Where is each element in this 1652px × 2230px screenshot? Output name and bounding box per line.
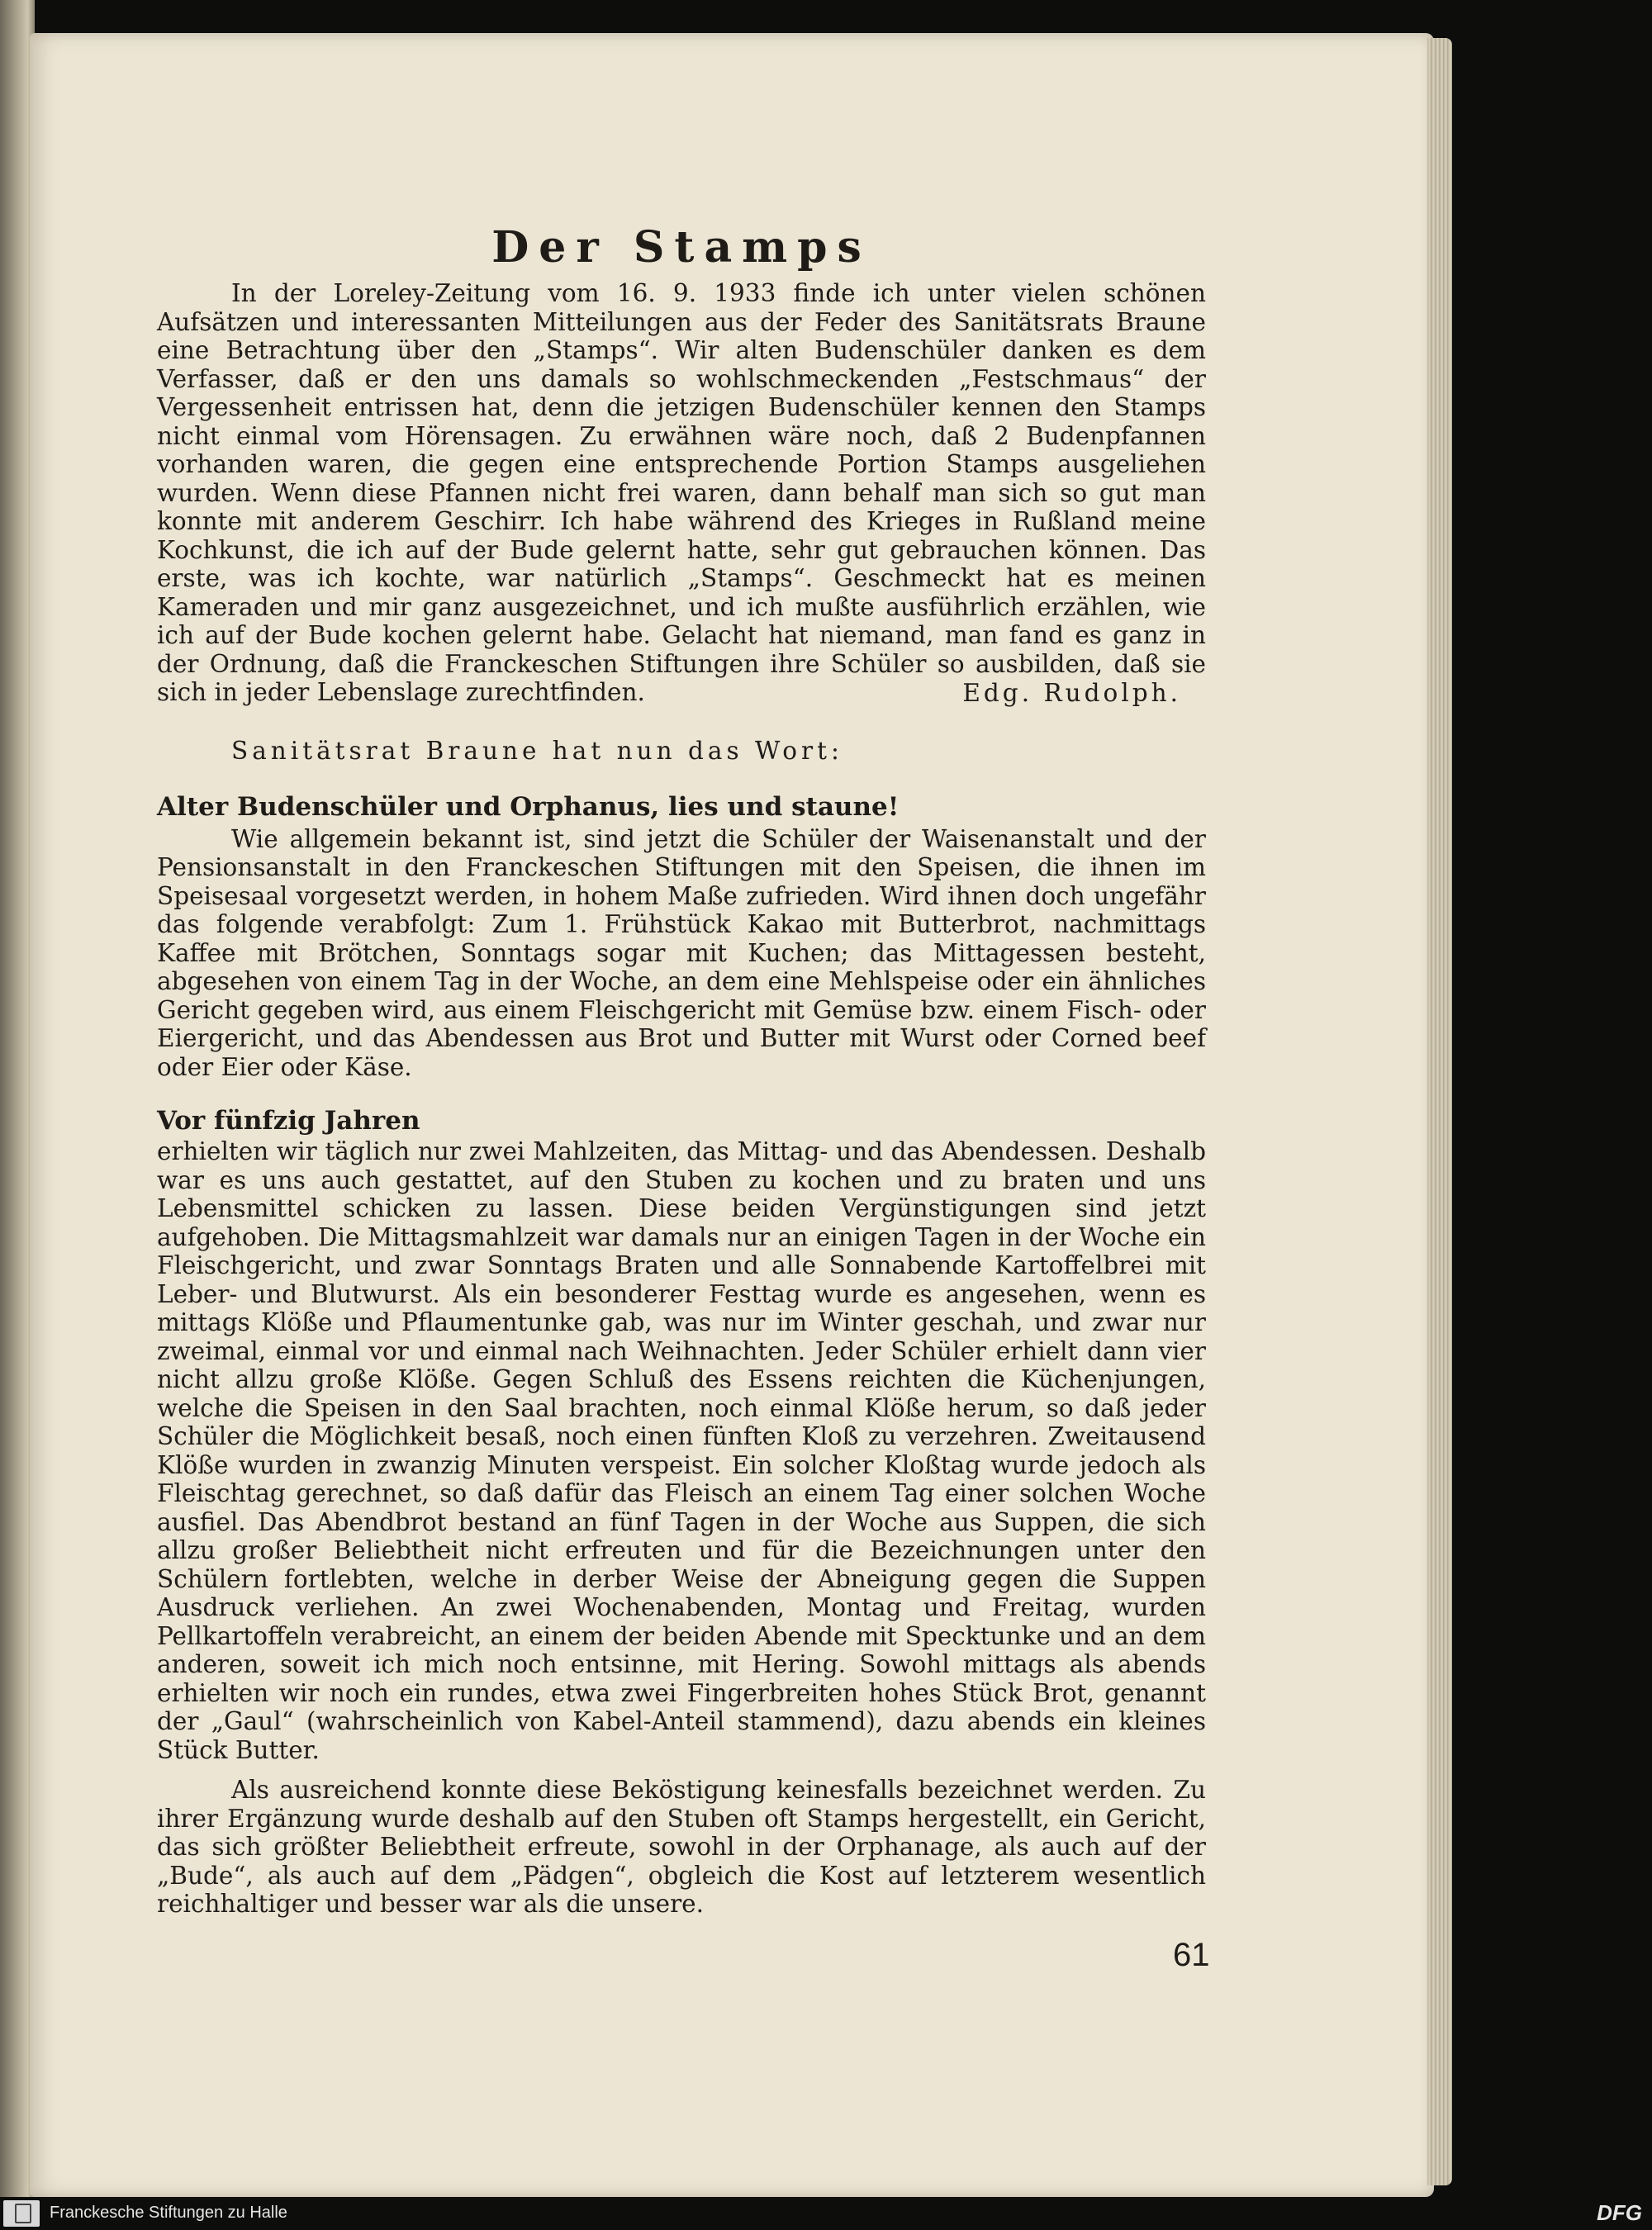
institution-logo-icon [3,2200,40,2227]
intro-line: Sanitätsrat Braune hat nun das Wort: [231,737,843,765]
paragraph: Als ausreichend konnte diese Beköstigung keinesfalls bezeichnet werden. Zu ihrer Ergänzung wurde deshalb auf den Stuben oft Stamps hergestellt, ein Gericht, das sich größter Beliebtheit erfreute, sowohl in der Orphanage, als auch auf der „Bude“, als auch auf dem „Pädgen“, obgleich die Kost auf letzterem wesentlich reichhaltiger und besser war als die unsere. [157,1776,1206,1918]
section-heading: Vor fünfzig Jahren [157,1106,420,1136]
page-number: 61 [1173,1937,1210,1973]
dfg-logo: DFG [1597,2200,1642,2225]
section-heading: Alter Budenschüler und Orphanus, lies und staune! [157,791,900,822]
page-content [157,223,1206,1919]
article-title: Der Stamps [491,222,871,273]
author-signature: Edg. Rudolph. [962,678,1181,707]
paragraph: erhielten wir täglich nur zwei Mahlzeiten, das Mittag- und das Abendessen. Deshalb war es uns auch gestattet, auf den Stuben zu kochen und zu braten und uns Lebensmittel schicken zu lassen. Diese beiden Vergünstigungen sind jetzt aufgehoben. Die Mittagsmahlzeit war damals nur an einigen Tagen in der Woche ein Fleischgericht, und zwar Sonntags Braten und alle Sonnabende Kartoffelbrei mit Leber- und Blutwurst. Als ein besonderer Festtag wurde es angesehen, wenn es mittags Klöße und Pflaumentunke gab, was nur im Winter geschah, und zwar nur zweimal, einmal vor und einmal nach Weihnachten. Jeder Schüler erhielt dann vier nicht allzu große Klöße. Gegen Schluß des Essens reichten die Küchenjungen, welche die Speisen in den Saal brachten, noch einmal Klöße herum, so daß jeder Schüler die Möglichkeit besaß, noch einen fünften Kloß zu verzehren. Zweitausend Klöße wurden in zwanzig Minuten verspeist. Ein solcher Kloßtag wurde jedoch als Fleischtag gerechnet, so daß dafür das Fleisch an einem Tag einer solchen Woche ausfiel. Das Abendbrot bestand an fünf Tagen in der Woche aus Suppen, die sich allzu großer Beliebtheit nicht erfreuten und für die Bezeichnungen unter den Schülern fortlebten, welche in derber Weise der Abneigung gegen die Suppen Ausdruck verliehen. An zwei Wochenabenden, Montag und Freitag, wurden Pellkartoffeln verabreicht, an einem der beiden Abende mit Specktunke und an dem anderen, soweit ich mich noch entsinne, mit Hering. Sowohl mittags als abends erhielten wir noch ein rundes, etwa zwei Fingerbreiten hohes Stück Brot, genannt der „Gaul“ (wahrscheinlich von Kabel-Anteil stammend), dazu abends ein kleines Stück Butter. [157,1137,1206,1764]
page-stack-edge [1427,38,1452,2185]
paragraph: In der Loreley-Zeitung vom 16. 9. 1933 finde ich unter vielen schönen Aufsätzen und interessanten Mitteilungen aus der Feder des Sanitätsrats Braune eine Betrachtung über den „Stamps“. Wir alten Budenschüler danken es dem Verfasser, daß er den uns damals so wohlschmeckenden „Festschmaus“ der Vergessenheit entrissen hat, denn die jetzigen Budenschüler kennen den Stamps nicht einmal vom Hörensagen. Zu erwähnen wäre noch, daß 2 Budenpfannen vorhanden waren, die gegen eine entsprechende Portion Stamps ausgeliehen wurden. Wenn diese Pfannen nicht frei waren, dann behalf man sich so gut man konnte mit anderem Geschirr. Ich habe während des Krieges in Rußland meine Kochkunst, die ich auf der Bude gelernt hatte, sehr gut gebrauchen können. Das erste, was ich kochte, war natürlich „Stamps“. Geschmeckt hat es meinen Kameraden und mir ganz ausgezeichnet, und ich mußte ausführlich erzählen, wie ich auf der Bude kochen gelernt habe. Gelacht hat niemand, man fand es ganz in der Ordnung, daß die Franckeschen Stiftungen ihre Schüler so ausbilden, daß sie sich in jeder Lebenslage zurechtfinden. [157,279,1206,706]
paragraph: Wie allgemein bekannt ist, sind jetzt die Schüler der Waisenanstalt und der Pensionsanstalt in den Franckeschen Stiftungen mit den Speisen, die ihnen im Speisesaal vorgesetzt werden, in hohem Maße zufrieden. Wird ihnen doch ungefähr das folgende verabfolgt: Zum 1. Frühstück Kakao mit Butterbrot, nachmittags Kaffee mit Brötchen, Sonntags sogar mit Kuchen; das Mittagessen besteht, abgesehen von einem Tag in der Woche, an dem eine Mehlspeise oder ein ähnliches Gericht gegeben wird, aus einem Fleischgericht mit Gemüse bzw. einem Fisch- oder Eiergericht, und das Abendessen aus Brot und Butter mit Wurst oder Corned beef oder Eier oder Käse. [157,824,1206,1081]
institution-name: Franckesche Stiftungen zu Halle [50,2204,287,2222]
